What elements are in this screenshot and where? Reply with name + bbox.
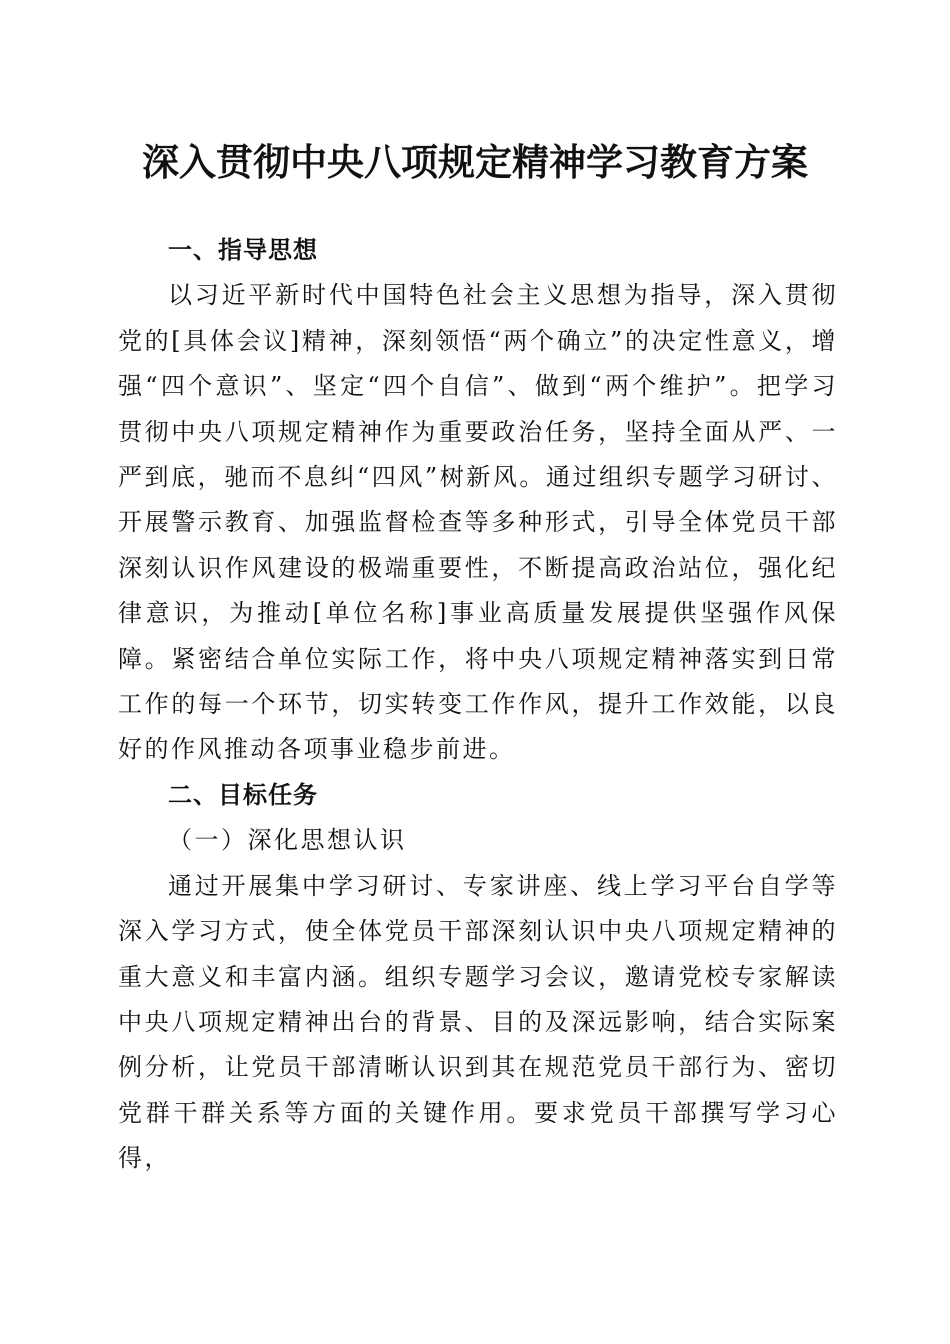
document-body [118,228,838,1182]
document-title: 深入贯彻中央八项规定精神学习教育方案 [142,140,808,184]
section-heading-guiding-ideology: 一、指导思想 [168,236,318,264]
subsection-heading-deepen-understanding: （一）深化思想认识 [168,826,407,855]
section-heading-goals-tasks: 二、目标任务 [168,780,318,809]
paragraph-guiding-ideology: 以习近平新时代中国特色社会主义思想为指导，深入贯彻党的[具体会议]精神，深刻领悟“两个确立”的决定性意义，增强“四个意识”、坚定“四个自信”、做到“两个维护”。把学习贯彻中央八项规定精神作为重要政治任务，坚持全面从严、一严到底，驰而不息纠“四风”树新风。通过组织专题学习研讨、开展警示教育、加强监督检查等多种形式，引导全体党员干部深刻认识作风建设的极端重要性，不断提高政治站位，强化纪律意识，为推动[单位名称]事业高质量发展提供坚强作风保障。紧密结合单位实际工作，将中央八项规定精神落实到日常工作的每一个环节，切实转变工作作风，提升工作效能，以良好的作风推动各项事业稳步前进。 [118,281,838,764]
paragraph-deepen-understanding: 通过开展集中学习研讨、专家讲座、线上学习平台自学等深入学习方式，使全体党员干部深刻认识中央八项规定精神的重大意义和丰富内涵。组织专题学习会议，邀请党校专家解读中央八项规定精神出台的背景、目的及深远影响，结合实际案例分析，让党员干部清晰认识到其在规范党员干部行为、密切党群干群关系等方面的关键作用。要求党员干部撰写学习心得， [118,871,838,1173]
